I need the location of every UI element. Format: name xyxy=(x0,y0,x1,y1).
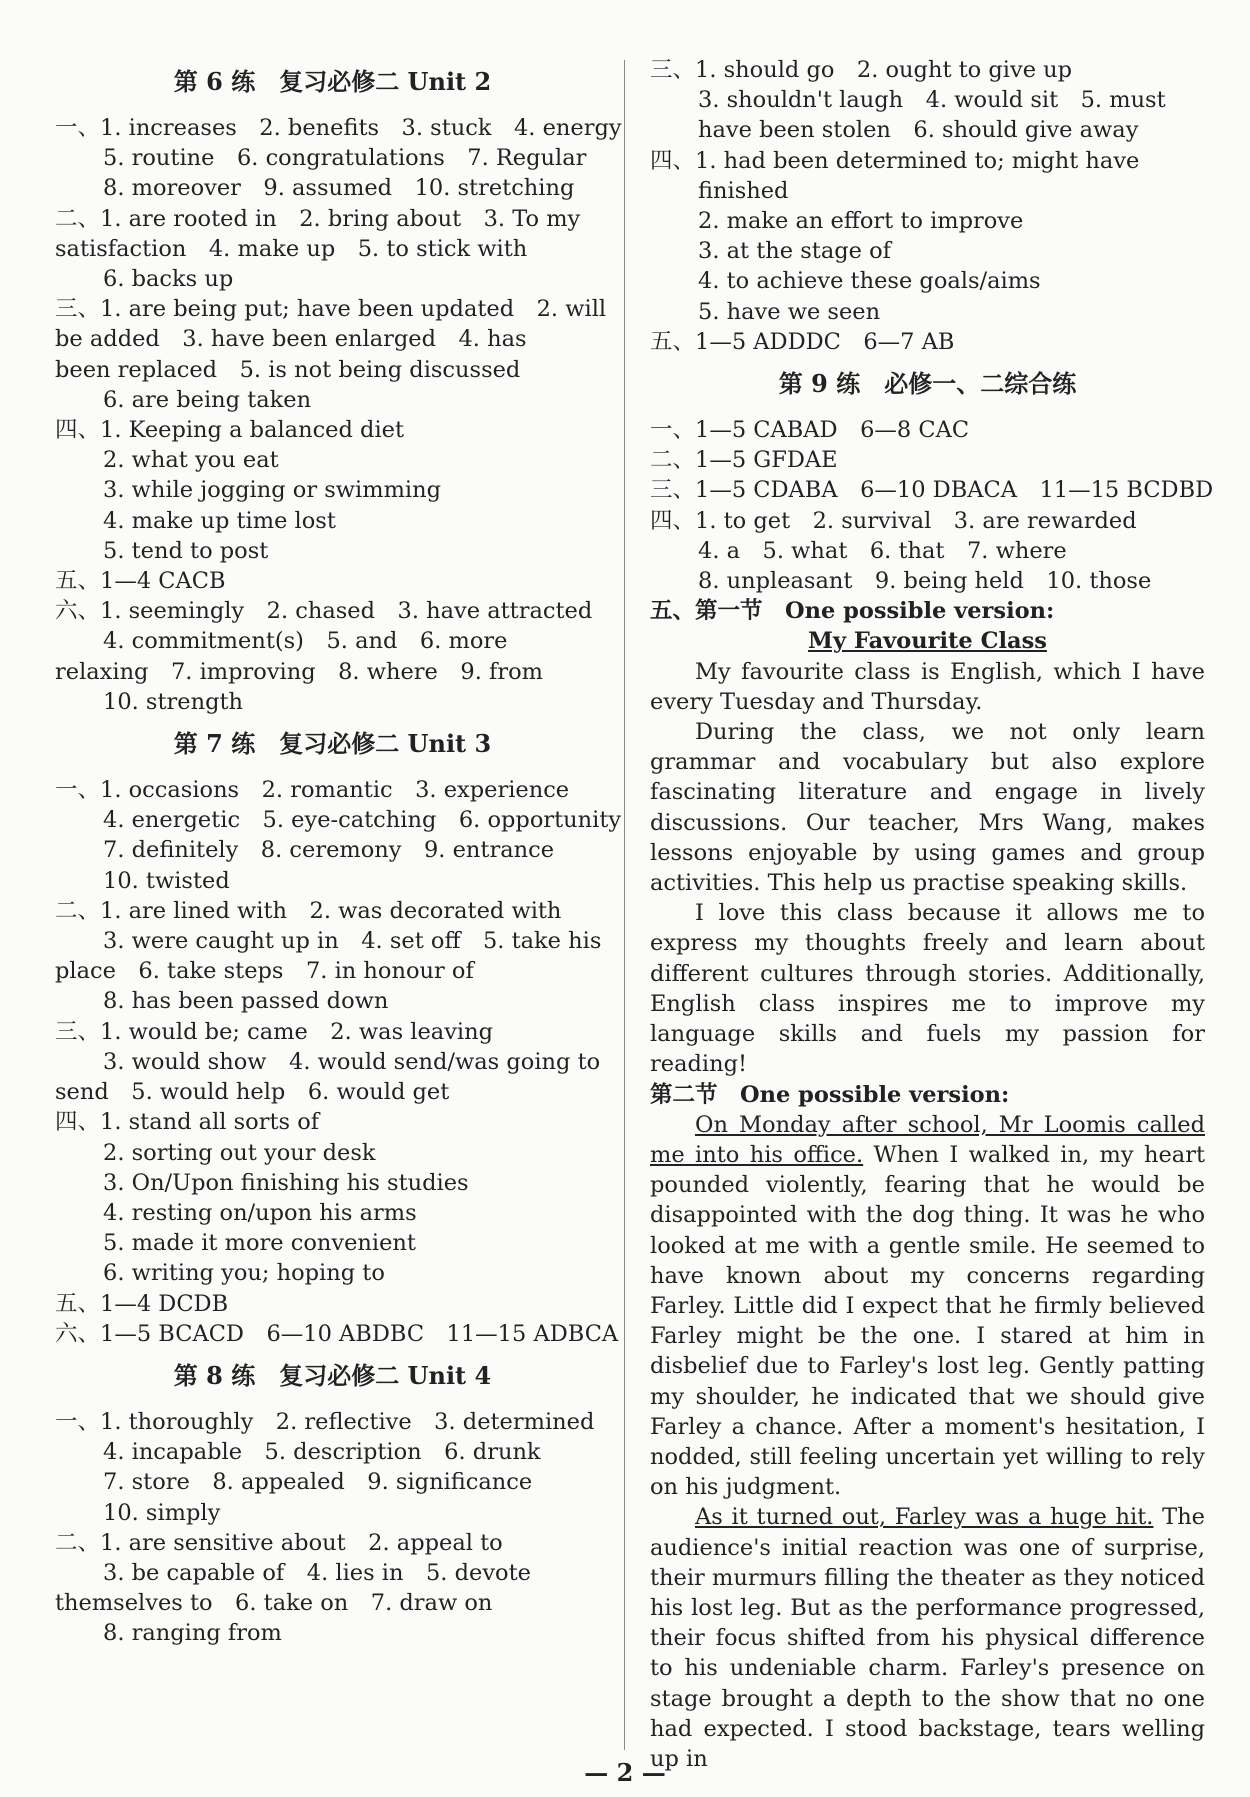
answer-line: 4. commitment(s) 5. and 6. more xyxy=(103,628,508,655)
answer-line: 二、1. are lined with 2. was decorated with xyxy=(55,897,562,924)
answer-line: 8. has been passed down xyxy=(103,988,389,1015)
answer-line: 一、1. increases 2. benefits 3. stuck 4. energy xyxy=(55,115,622,141)
section-9-answers xyxy=(650,415,1214,596)
story-paragraph-1 xyxy=(650,1110,1205,1503)
answer-line: 三、1. are being put; have been updated 2. will xyxy=(55,296,607,323)
answer-line: 5. have we seen xyxy=(698,298,881,325)
answer-line: 6. are being taken xyxy=(103,386,312,413)
answer-line: 四、1. Keeping a balanced diet xyxy=(55,417,405,444)
column-divider xyxy=(624,60,625,1750)
left-column xyxy=(55,55,622,1649)
page-number: — 2 — xyxy=(584,1758,666,1787)
section-title-9: 第 9 练 必修一、二综合练 xyxy=(778,369,1077,399)
answer-line: 3. be capable of 4. lies in 5. devote xyxy=(103,1559,531,1586)
answer-line: 2. what you eat xyxy=(103,447,279,474)
essay-paragraph: I love this class because it allows me to express my thoughts freely and learn about different cultures through stories. Additionally, English class inspires me to improve my language skills and fuels my passion for reading! xyxy=(650,900,1205,1078)
answer-line: 3. at the stage of xyxy=(698,238,891,265)
writing-part1-heading: 五、第一节 One possible version: xyxy=(650,598,1055,625)
story-text: When I walked in, my heart pounded violently, fearing that he would be disappointed with the dog thing. It was he who looked at me with a gentle smile. He seemed to have known about my concerns regarding Farley. Little did I expect that he firmly believed Farley might be the one. I stared at him in disbelief due to Farley's lost leg. Gently patting my shoulder, he indicated that we should give Farley a chance. After a moment's hesitation, I nodded, still feeling uncertain yet willing to rely on his judgment. xyxy=(650,1141,1205,1501)
writing-part2-heading: 第二节 One possible version: xyxy=(650,1081,1010,1108)
answer-line: 4. incapable 5. description 6. drunk xyxy=(103,1439,541,1466)
answer-line: finished xyxy=(698,177,789,204)
answer-line: 四、1. had been determined to; might have xyxy=(650,147,1140,174)
answer-line: place 6. take steps 7. in honour of xyxy=(55,958,474,985)
answer-line: send 5. would help 6. would get xyxy=(55,1079,450,1106)
answer-line: 4. a 5. what 6. that 7. where xyxy=(698,537,1067,564)
answer-line: 8. ranging from xyxy=(103,1620,282,1647)
answer-line: satisfaction 4. make up 5. to stick with xyxy=(55,235,528,262)
answer-line: 4. resting on/upon his arms xyxy=(103,1199,417,1226)
answer-line: have been stolen 6. should give away xyxy=(698,117,1139,144)
answer-line: been replaced 5. is not being discussed xyxy=(55,356,521,383)
section-6-answers xyxy=(55,113,622,717)
answer-line: 二、1—5 GFDAE xyxy=(650,447,838,474)
answer-line: 3. On/Upon finishing his studies xyxy=(103,1169,469,1196)
story-paragraph-2 xyxy=(650,1502,1205,1774)
answer-line: 三、1. should go 2. ought to give up xyxy=(650,57,1073,83)
answer-line: 5. tend to post xyxy=(103,537,269,564)
answer-line: 5. made it more convenient xyxy=(103,1230,416,1257)
essay-title: My Favourite Class xyxy=(808,628,1047,655)
answer-line: 六、1—5 BCACD 6—10 ABDBC 11—15 ADBCA xyxy=(55,1320,619,1347)
answer-line: 3. were caught up in 4. set off 5. take his xyxy=(103,928,602,955)
answer-line: 5. routine 6. congratulations 7. Regular xyxy=(103,145,587,172)
answer-line: 四、1. to get 2. survival 3. are rewarded xyxy=(650,507,1137,534)
section-title-7: 第 7 练 复习必修二 Unit 3 xyxy=(173,729,492,759)
answer-line: 四、1. stand all sorts of xyxy=(55,1109,320,1136)
answer-line: 2. sorting out your desk xyxy=(103,1139,376,1166)
answer-line: 7. definitely 8. ceremony 9. entrance xyxy=(103,837,555,864)
answer-line: 4. make up time lost xyxy=(103,507,336,534)
answer-line: 8. moreover 9. assumed 10. stretching xyxy=(103,175,575,202)
answer-line: 一、1. occasions 2. romantic 3. experience xyxy=(55,777,570,804)
section-title-8: 第 8 练 复习必修二 Unit 4 xyxy=(173,1360,492,1390)
story-opening-sentence: As it turned out, Farley was a huge hit. xyxy=(695,1504,1154,1531)
answer-line: 一、1. thoroughly 2. reflective 3. determined xyxy=(55,1408,595,1435)
essay-paragraph: My favourite class is English, which I have every Tuesday and Thursday. xyxy=(650,658,1205,715)
answer-line: themselves to 6. take on 7. draw on xyxy=(55,1590,493,1617)
section-8-continued xyxy=(650,55,1205,357)
answer-line: 五、1—5 ADDDC 6—7 AB xyxy=(650,328,955,355)
right-column xyxy=(650,55,1214,1774)
answer-line: 二、1. are sensitive about 2. appeal to xyxy=(55,1529,503,1556)
answer-line: 10. strength xyxy=(103,688,244,715)
story-opening-sentence: On Monday after school, Mr Loomis called me into his office. xyxy=(650,1111,1205,1168)
answer-line: 6. backs up xyxy=(103,266,234,293)
story-text: The audience's initial reaction was one of surprise, their murmurs filling the theater as they noticed his lost leg. But as the performance progressed, their focus shifted from his physical difference to his undeniable charm. Farley's presence on stage brought a depth to the show that no one had expected. I stood backstage, tears welling up in xyxy=(650,1504,1205,1772)
answer-line: 6. writing you; hoping to xyxy=(103,1260,385,1287)
section-title-6: 第 6 练 复习必修二 Unit 2 xyxy=(173,67,492,96)
answer-line: 六、1. seemingly 2. chased 3. have attracted xyxy=(55,598,593,625)
answer-line: be added 3. have been enlarged 4. has xyxy=(55,326,527,353)
section-7-answers xyxy=(55,775,622,1349)
section-8-answers xyxy=(55,1407,610,1649)
answer-line: 三、1—5 CDABA 6—10 DBACA 11—15 BCDBD xyxy=(650,477,1214,504)
answer-line: 五、1—4 CACB xyxy=(55,568,226,595)
answer-line: 五、1—4 DCDB xyxy=(55,1290,229,1317)
answer-line: 2. make an effort to improve xyxy=(698,208,1024,235)
essay-paragraph: During the class, we not only learn grammar and vocabulary but also explore fascinating literature and engage in lively discussions. Our teacher, Mrs Wang, makes lessons enjoyable by using games and group activities. This help us practise speaking skills. xyxy=(650,719,1205,897)
answer-line: 10. twisted xyxy=(103,867,230,894)
answer-line: 10. simply xyxy=(103,1499,221,1526)
answer-line: 4. energetic 5. eye-catching 6. opportunity xyxy=(103,807,622,834)
answer-line: 4. to achieve these goals/aims xyxy=(698,268,1041,295)
answer-line: 二、1. are rooted in 2. bring about 3. To my xyxy=(55,205,581,232)
answer-line: 3. shouldn't laugh 4. would sit 5. must xyxy=(698,87,1166,114)
answer-line: 7. store 8. appealed 9. significance xyxy=(103,1469,533,1496)
answer-line: 3. would show 4. would send/was going to xyxy=(103,1048,601,1075)
answer-line: 一、1—5 CABAD 6—8 CAC xyxy=(650,417,970,444)
answer-line: 三、1. would be; came 2. was leaving xyxy=(55,1018,494,1045)
answer-line: 3. while jogging or swimming xyxy=(103,477,442,504)
answer-line: relaxing 7. improving 8. where 9. from xyxy=(55,658,543,685)
answer-line: 8. unpleasant 9. being held 10. those xyxy=(698,568,1152,595)
